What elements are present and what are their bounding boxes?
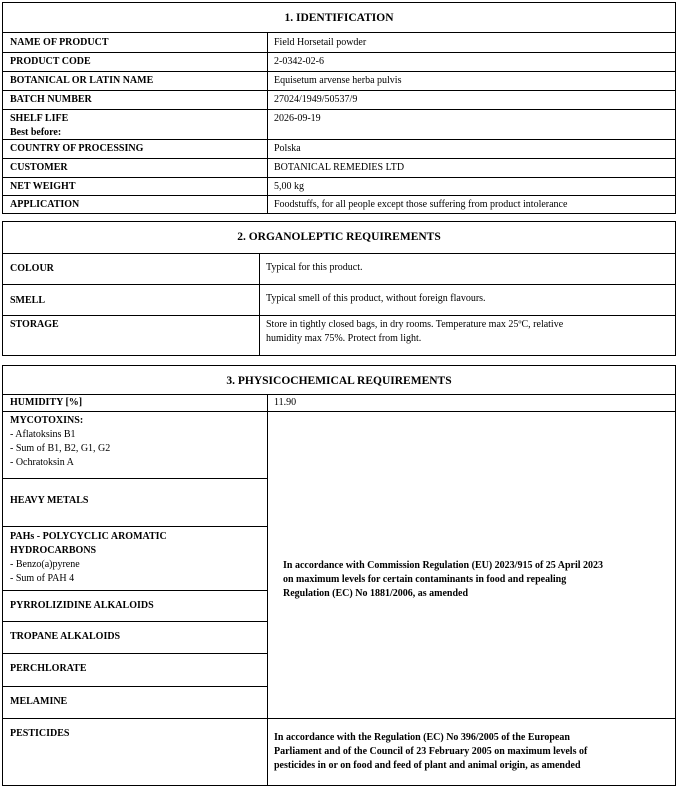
pesticides-note-line2: Parliament and of the Council of 23 February 2005 on maximum levels of	[274, 746, 588, 757]
perchlorate-label: PERCHLORATE	[10, 663, 87, 674]
application-value: Foodstuffs, for all people except those suffering from product intolerance	[274, 199, 568, 210]
customer-label: CUSTOMER	[10, 162, 68, 173]
humidity-label: HUMIDITY [%]	[10, 397, 83, 408]
storage-value-line1: Store in tightly closed bags, in dry rooms. Temperature max 25ºC, relative	[266, 319, 564, 330]
best-before-label: Best before:	[10, 127, 62, 138]
pyrrolizidine-label: PYRROLIZIDINE ALKALOIDS	[10, 600, 154, 611]
net-weight-value: 5,00 kg	[274, 181, 304, 192]
botanical-name-label: BOTANICAL OR LATIN NAME	[10, 75, 154, 86]
pahs-label-line1: PAHs - POLYCYCLIC AROMATIC	[10, 531, 167, 542]
smell-value: Typical smell of this product, without foreign flavours.	[266, 293, 486, 304]
batch-number-value: 27024/1949/50537/9	[274, 94, 358, 105]
physicochemical-title: 3. PHYSICOCHEMICAL REQUIREMENTS	[226, 375, 452, 387]
pah-item: - Sum of PAH 4	[10, 573, 75, 584]
smell-label: SMELL	[10, 295, 46, 306]
mycotoxins-label: MYCOTOXINS:	[10, 415, 84, 426]
pah-item: - Benzo(a)pyrene	[10, 559, 80, 570]
organoleptic-title: 2. ORGANOLEPTIC REQUIREMENTS	[237, 231, 441, 243]
storage-label: STORAGE	[10, 319, 59, 330]
pesticides-label: PESTICIDES	[10, 728, 70, 739]
contaminants-note-line1: In accordance with Commission Regulation (EU) 2023/915 of 25 April 2023	[283, 560, 603, 571]
shelf-life-value: 2026-09-19	[274, 113, 321, 124]
country-of-processing-value: Polska	[274, 143, 301, 154]
product-code-label: PRODUCT CODE	[10, 56, 91, 67]
humidity-value: 11.90	[274, 397, 297, 408]
colour-label: COLOUR	[10, 263, 54, 274]
botanical-name-value: Equisetum arvense herba pulvis	[274, 75, 402, 86]
mycotoxin-item: - Sum of B1, B2, G1, G2	[10, 443, 111, 454]
country-of-processing-label: COUNTRY OF PROCESSING	[10, 143, 144, 154]
contaminants-note-line2: on maximum levels for certain contaminants in food and repealing	[283, 574, 567, 585]
batch-number-label: BATCH NUMBER	[10, 94, 92, 105]
tropane-label: TROPANE ALKALOIDS	[10, 631, 121, 642]
heavy-metals-label: HEAVY METALS	[10, 495, 89, 506]
name-of-product-value: Field Horsetail powder	[274, 37, 367, 48]
pahs-label-line2: HYDROCARBONS	[10, 545, 97, 556]
application-label: APPLICATION	[10, 199, 80, 210]
storage-value-line2: humidity max 75%. Protect from light.	[266, 333, 422, 344]
product-code-value: 2-0342-02-6	[274, 56, 324, 67]
mycotoxin-item: - Aflatoksins B1	[10, 429, 76, 440]
melamine-label: MELAMINE	[10, 696, 68, 707]
name-of-product-label: NAME OF PRODUCT	[10, 37, 109, 48]
colour-value: Typical for this product.	[266, 262, 363, 273]
contaminants-note-line3: Regulation (EC) No 1881/2006, as amended	[283, 588, 469, 599]
net-weight-label: NET WEIGHT	[10, 181, 76, 192]
customer-value: BOTANICAL REMEDIES LTD	[274, 162, 405, 173]
pesticides-note-line3: pesticides in or on food and feed of plant and animal origin, as amended	[274, 760, 581, 771]
pesticides-note-line1: In accordance with the Regulation (EC) No 396/2005 of the European	[274, 732, 570, 743]
identification-section	[2, 2, 676, 214]
shelf-life-label: SHELF LIFE	[10, 113, 69, 124]
mycotoxin-item: - Ochratoksin A	[10, 457, 74, 468]
identification-title: 1. IDENTIFICATION	[284, 12, 394, 24]
